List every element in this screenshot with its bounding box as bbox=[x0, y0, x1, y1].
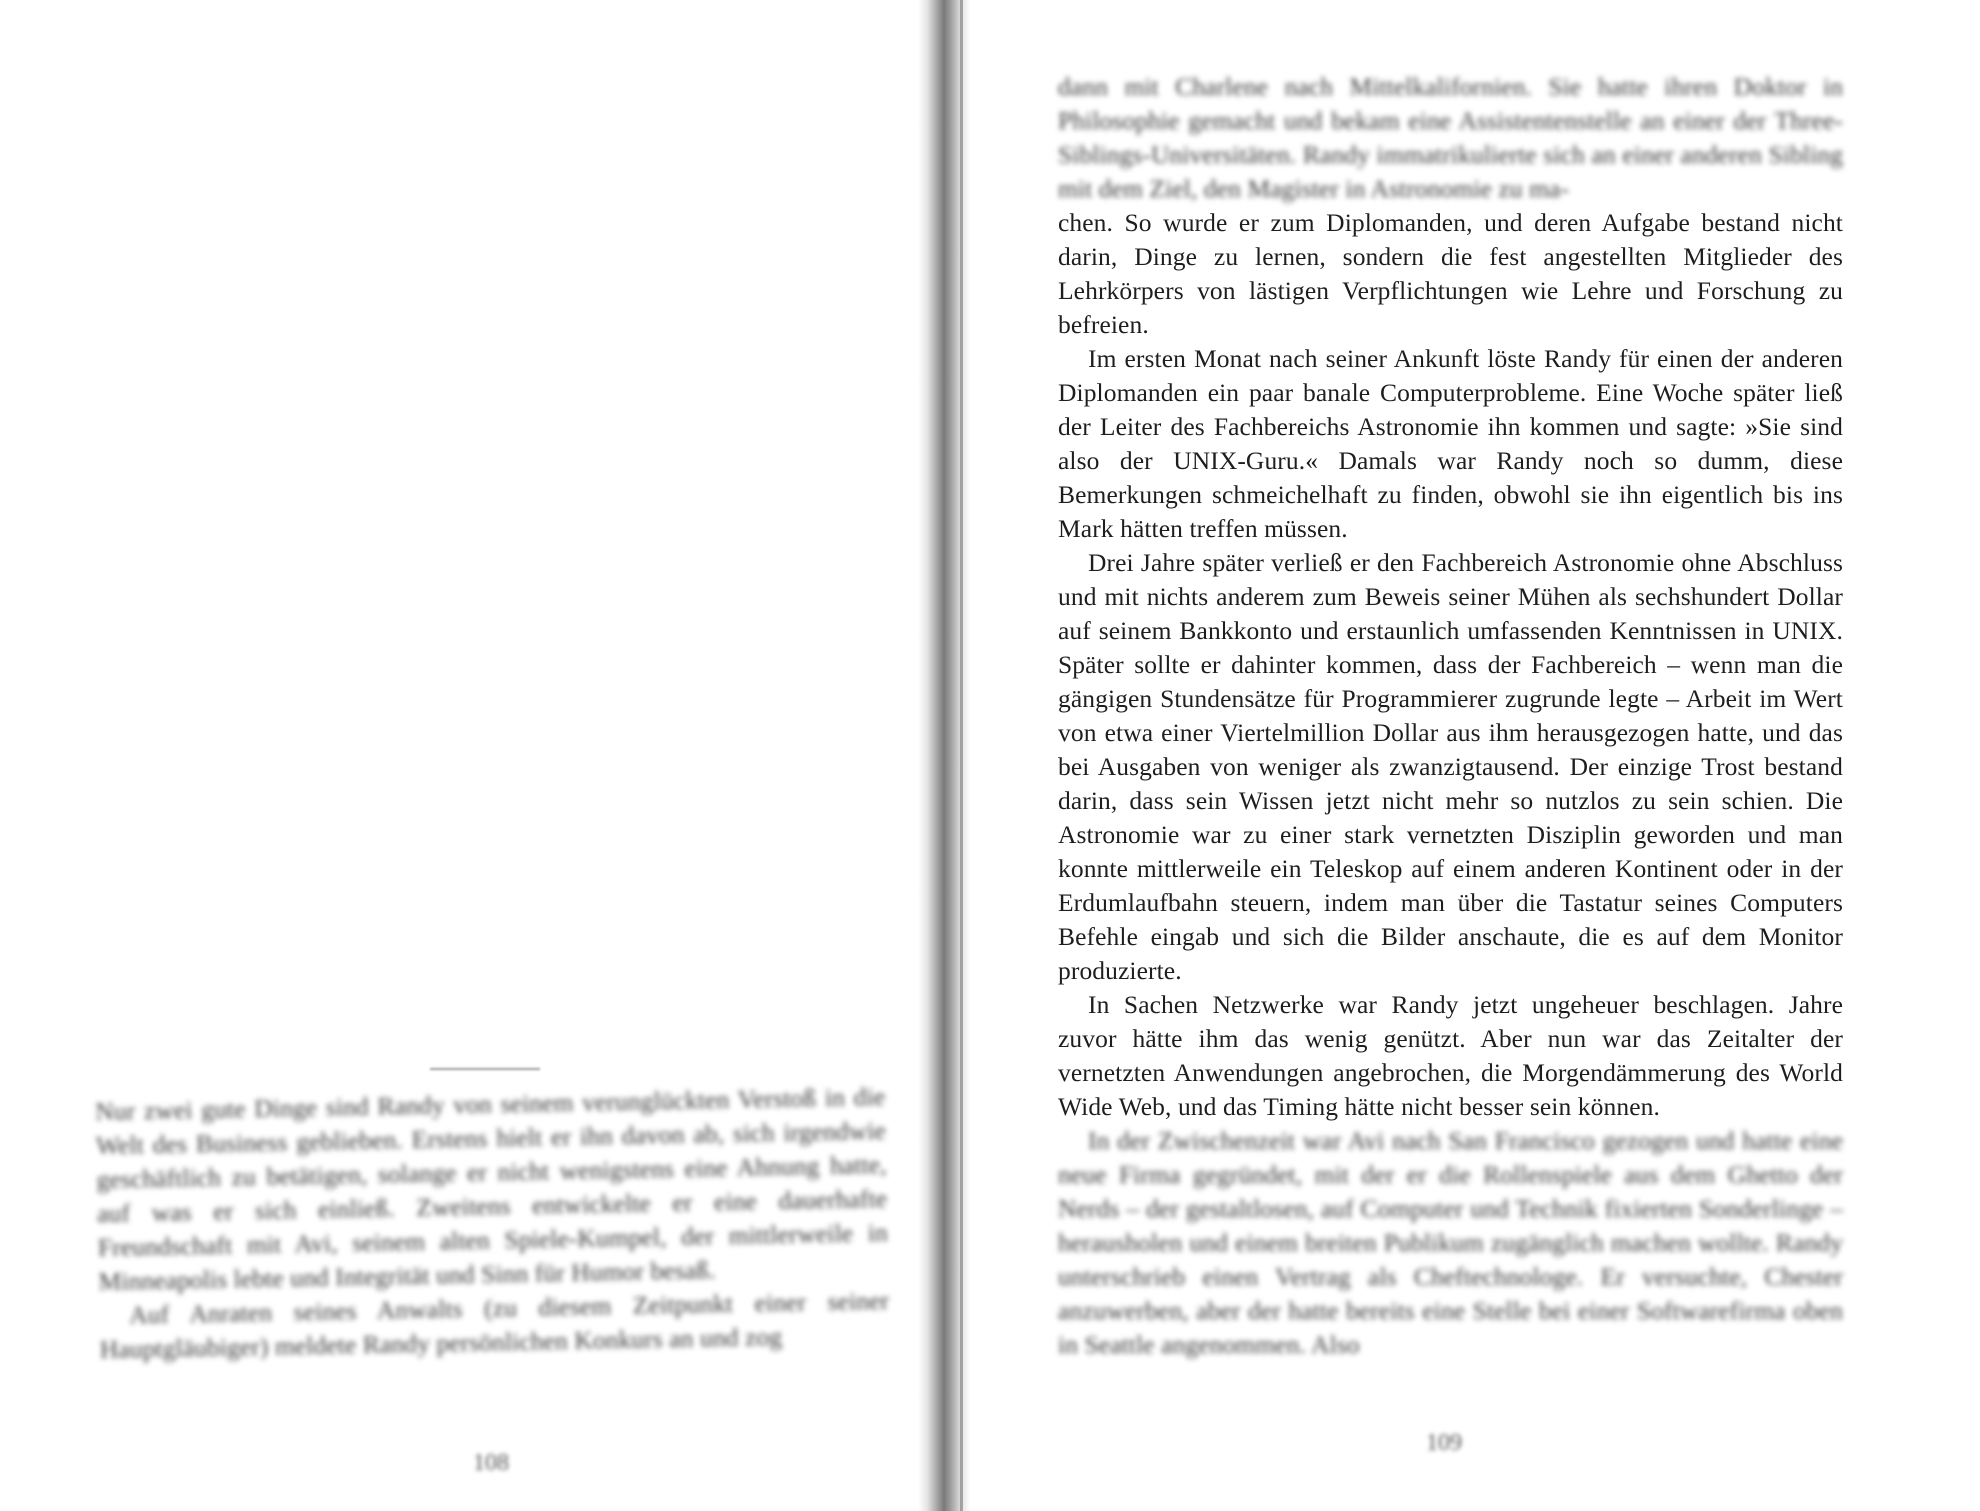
right-paragraph-1: chen. So wurde er zum Diplomanden, und deren Aufgabe bestand nicht darin, Dinge zu lernen, sondern die fest angestellten Mitglieder des Lehrkörpers von lästigen Verpflichtungen wie Lehre und Forschung zu befreien. bbox=[1058, 208, 1843, 339]
section-separator bbox=[430, 1068, 540, 1070]
left-page bbox=[0, 0, 920, 1511]
right-bottom-blurred-text: In der Zwischenzeit war Avi nach San Francisco gezogen und hatte eine neue Firma gegründet, mit der er die Rollenspiele aus dem Ghetto der Nerds – der gestaltlosen, auf Computer und Technik fixierten Sonderlinge – herausholen und einem breiten Publikum zugänglich machen wollte. Randy unterschrieb einen Vertrag als Cheftechnologe. Er versuchte, Chester anzuwerben, aber der hatte bereits eine Stelle bei einer Softwarefirma oben in Seattle angenommen. Also bbox=[1058, 1126, 1843, 1359]
right-paragraph-3: Drei Jahre später verließ er den Fachbereich Astronomie ohne Abschluss und mit nichts anderem zum Beweis seiner Mühen als sechshundert Dollar auf seinem Bankkonto und erstaunlich umfassenden Kenntnissen in UNIX. Später sollte er dahinter kommen, dass der Fachbereich – wenn man die gängigen Stundensätze für Programmierer zugrunde legte – Arbeit im Wert von etwa einer Viertelmillion Dollar aus ihm herausgezogen hatte, und das bei Ausgaben von weniger als zwanzigtausend. Der einzige Trost bestand darin, dass sein Wissen jetzt nicht mehr so nutzlos zu sein schien. Die Astronomie war zu einer stark vernetzten Disziplin geworden und man konnte mittlerweile ein Teleskop auf einem anderen Kontinent oder in der Erdumlaufbahn steuern, indem man über die Tastatur seines Computers Befehle eingab und sich die Bilder anschaute, die es auf dem Monitor produzierte. bbox=[1058, 548, 1843, 985]
left-page-number: 108 bbox=[473, 1450, 509, 1476]
left-page-text bbox=[95, 1080, 890, 1367]
left-paragraph-2: Auf Anraten seines Anwalts (zu diesem Zeitpunkt einer seiner Hauptgläubiger) meldete Randy persönlichen Konkurs an und zog bbox=[99, 1285, 890, 1364]
right-top-blurred-text: dann mit Charlene nach Mittelkalifornien. Sie hatte ihren Doktor in Philosophie gemacht und bekam eine Assistentenstelle an einer der Three-Siblings-Universitäten. Randy immatrikulierte sich an einer anderen Sibling mit dem Ziel, den Magister in Astronomie zu ma- bbox=[1058, 72, 1843, 203]
right-page-text bbox=[1058, 70, 1843, 1362]
right-paragraph-4: In Sachen Netzwerke war Randy jetzt ungeheuer beschlagen. Jahre zuvor hätte ihm das wenig genützt. Aber nun war das Zeitalter der vernetzten Anwendungen angebrochen, die Morgendämmerung des World Wide Web, und das Timing hätte nicht besser sein können. bbox=[1058, 990, 1843, 1121]
gutter-shadow-line bbox=[960, 0, 963, 1511]
right-page-number: 109 bbox=[1426, 1430, 1462, 1456]
left-paragraph-1: Nur zwei gute Dinge sind Randy von seinem verunglückten Verstoß in die Welt des Business geblieben. Erstens hielt er ihn davon ab, sich irgendwie geschäftlich zu betätigen, solange er nicht wenigstens eine Ahnung hatte, auf was er sich einließ. Zweitens entwickelte er eine dauerhafte Freundschaft mit Avi, seinem alten Spiele-Kumpel, der mittlerweile in Minneapolis lebte und Integrität und Sinn für Humor besaß. bbox=[95, 1081, 889, 1296]
right-paragraph-2: Im ersten Monat nach seiner Ankunft löste Randy für einen der anderen Diplomanden ein paar banale Computerprobleme. Eine Woche später ließ der Leiter des Fachbereichs Astronomie ihn kommen und sagte: »Sie sind also der UNIX-Guru.« Damals war Randy noch so dumm, diese Bemerkungen schmeichelhaft zu finden, obwohl sie ihn eigentlich bis ins Mark hätten treffen müssen. bbox=[1058, 344, 1843, 543]
right-page bbox=[970, 0, 1980, 1511]
